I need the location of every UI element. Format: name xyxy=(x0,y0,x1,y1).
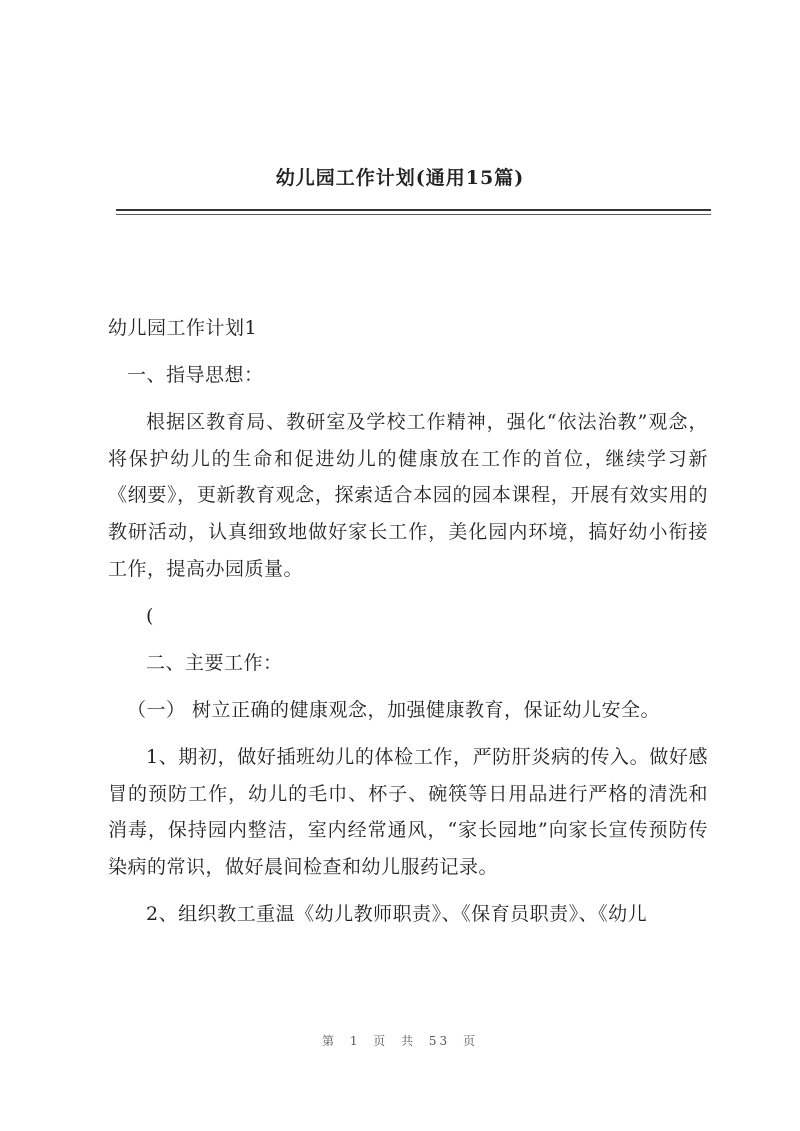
section-title: 幼儿园工作计划1 xyxy=(108,317,258,339)
heading-guiding-thought: 一、指导思想： xyxy=(127,364,264,387)
page-footer: 第 1 页 共 53 页 xyxy=(322,1034,478,1048)
paragraph-bracket: ( xyxy=(146,604,154,627)
paragraph-item-1: 1、期初，做好插班幼儿的体检工作，严防肝炎病的传入。做好感冒的预防工作，幼儿的毛巾、杯子、碗筷等日用品进行严格的清洗和消毒，保持园内整洁，室内经常通风，“家长园地”向家长宣传预防传染病的常识，做好晨间检查和幼儿服药记录。 xyxy=(108,745,708,878)
heading-main-work: 二、主要工作： xyxy=(146,651,283,674)
title-divider-thin xyxy=(116,214,711,215)
paragraph-guiding-thought: 根据区教育局、教研室及学校工作精神，强化“依法治教”观念，将保护幼儿的生命和促进幼儿的健康放在工作的首位，继续学习新《纲要》，更新教育观念，探索适合本园的园本课程，开展有效实用的教研活动，认真细致地做好家长工作，美化园内环境，搞好幼小衔接工作，提高办园质量。 xyxy=(108,411,708,580)
subheading-health: （一） 树立正确的健康观念，加强健康教育，保证幼儿安全。 xyxy=(127,698,661,721)
document-body xyxy=(108,310,708,943)
document-title: 幼儿园工作计划(通用15篇) xyxy=(275,167,525,189)
paragraph-item-2: 2、组织教工重温《幼儿教师职责》、《保育员职责》、《幼儿 xyxy=(146,902,648,925)
title-divider xyxy=(116,209,711,211)
